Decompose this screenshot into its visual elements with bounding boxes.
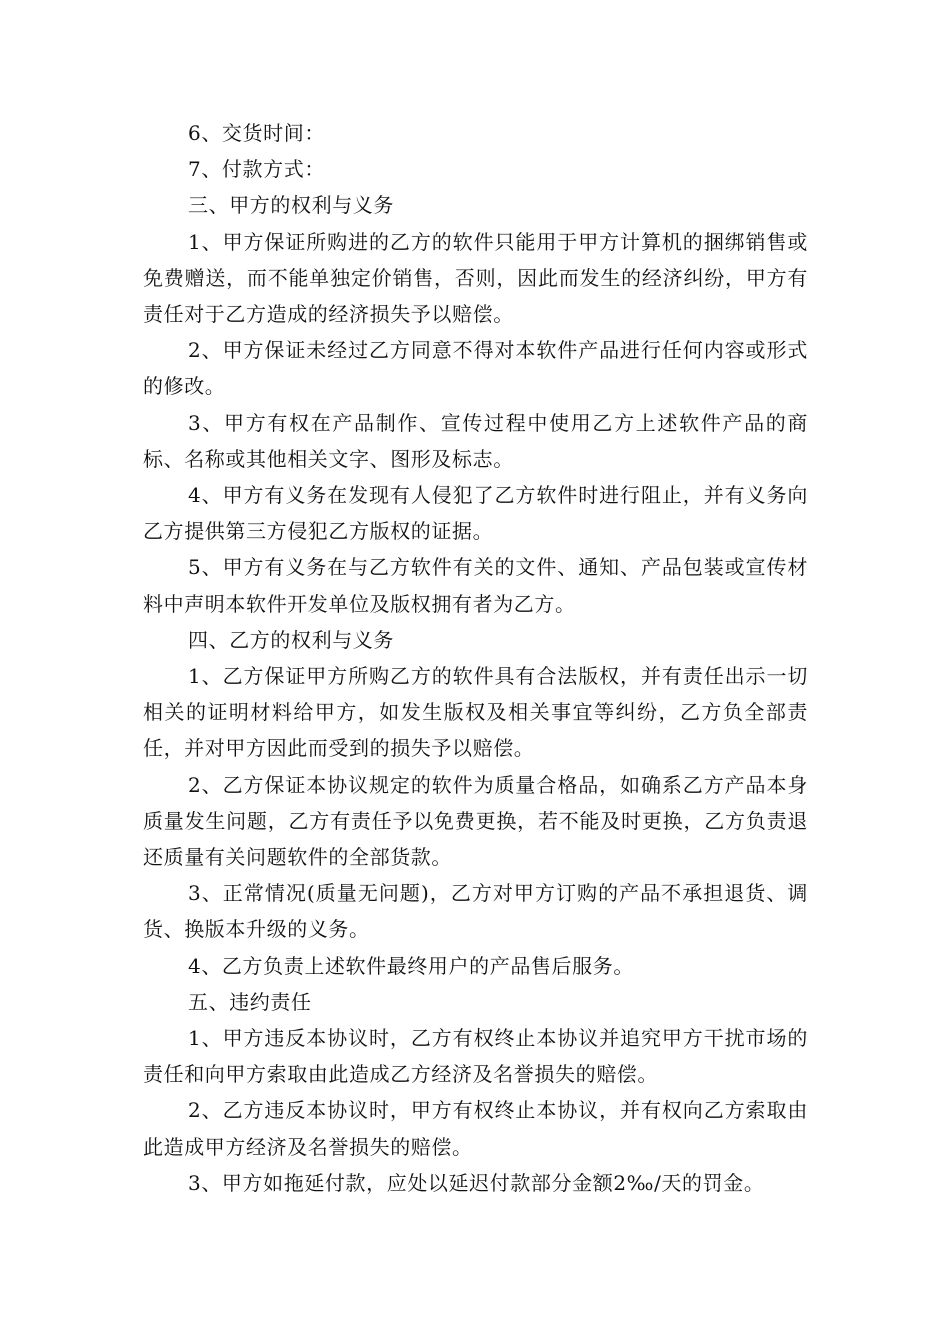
paragraph-party-a-2: 2、甲方保证未经过乙方同意不得对本软件产品进行任何内容或形式的修改。 (143, 338, 808, 399)
paragraph-party-a-4: 4、甲方有义务在发现有人侵犯了乙方软件时进行阻止，并有义务向乙方提供第三方侵犯乙方版权的证据。 (143, 483, 808, 544)
paragraph-party-b-3: 3、正常情况(质量无问题)，乙方对甲方订购的产品不承担退货、调货、换版本升级的义务。 (143, 881, 808, 942)
section-heading-party-a: 三、甲方的权利与义务 (188, 193, 394, 218)
paragraph-payment-method: 7、付款方式： (188, 157, 325, 182)
paragraph-party-b-4: 4、乙方负责上述软件最终用户的产品售后服务。 (188, 953, 634, 978)
paragraph-breach-1: 1、甲方违反本协议时，乙方有权终止本协议并追究甲方干扰市场的责任和向甲方索取由此造成乙方经济及名誉损失的赔偿。 (143, 1026, 808, 1087)
paragraph-breach-2: 2、乙方违反本协议时，甲方有权终止本协议，并有权向乙方索取由此造成甲方经济及名誉损失的赔偿。 (143, 1098, 808, 1159)
paragraph-party-b-2: 2、乙方保证本协议规定的软件为质量合格品，如确系乙方产品本身质量发生问题，乙方有责任予以免费更换，若不能及时更换，乙方负责退还质量有关问题软件的全部货款。 (143, 772, 808, 870)
paragraph-party-a-1: 1、甲方保证所购进的乙方的软件只能用于甲方计算机的捆绑销售或免费赠送，而不能单独定价销售，否则，因此而发生的经济纠纷，甲方有责任对于乙方造成的经济损失予以赔偿。 (143, 229, 808, 327)
paragraph-party-a-5: 5、甲方有义务在与乙方软件有关的文件、通知、产品包装或宣传材料中声明本软件开发单位及版权拥有者为乙方。 (143, 555, 808, 616)
section-heading-breach: 五、违约责任 (188, 989, 312, 1014)
paragraph-party-a-3: 3、甲方有权在产品制作、宣传过程中使用乙方上述软件产品的商标、名称或其他相关文字、图形及标志。 (143, 410, 808, 471)
paragraph-delivery-time: 6、交货时间： (188, 121, 325, 145)
section-heading-party-b: 四、乙方的权利与义务 (188, 627, 394, 652)
paragraph-party-b-1: 1、乙方保证甲方所购乙方的软件具有合法版权，并有责任出示一切相关的证明材料给甲方，如发生版权及相关事宜等纠纷，乙方负全部责任，并对甲方因此而受到的损失予以赔偿。 (143, 664, 808, 761)
document-body (143, 115, 808, 1201)
paragraph-breach-3: 3、甲方如拖延付款，应处以延迟付款部分金额2‰/天的罚金。 (188, 1170, 765, 1195)
